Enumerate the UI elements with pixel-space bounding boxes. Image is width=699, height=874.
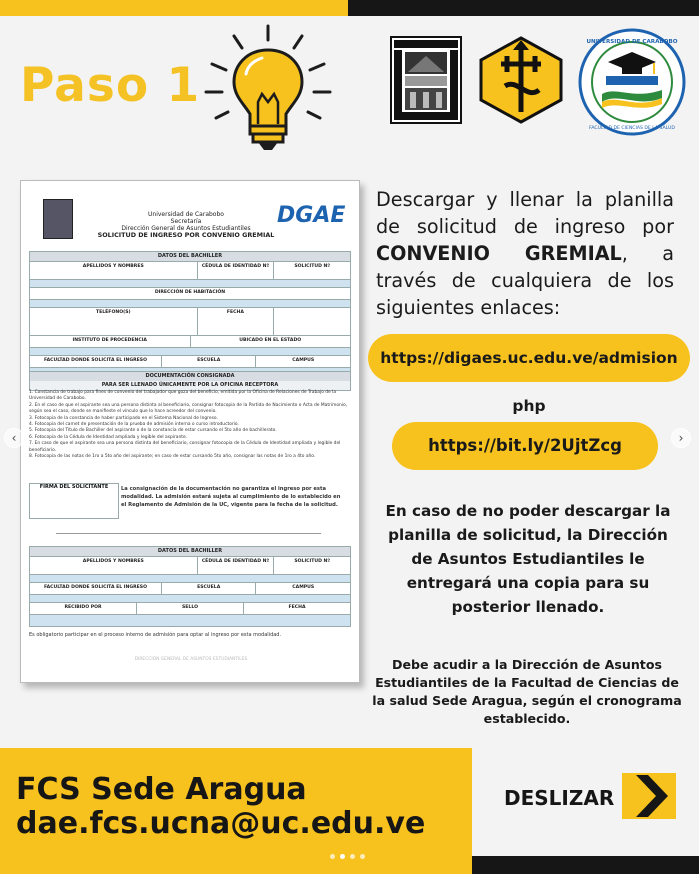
form-header: Universidad de Carabobo Secretaría Dirección General de Asuntos Estudiantiles SOLICITUD DE INGRESO POR CONVENIO GREMIAL <box>97 211 275 239</box>
form-footer-brand: DIRECCIÓN GENERAL DE ASUNTOS ESTUDIANTILES <box>134 657 248 662</box>
link-short-button[interactable]: https://bit.ly/2UjtZcg <box>392 422 658 470</box>
intro-text: Descargar y llenar la planilla de solicitud de ingreso por CONVENIO GREMIAL, a través de cualquiera de los siguientes enlaces: <box>376 188 674 319</box>
instruction-text: Debe acudir a la Dirección de Asuntos Estudiantiles de la Facultad de Ciencias de la salud Sede Aragua, según el cronograma establecido. <box>372 657 682 726</box>
form-docs-list: 1. Constancia de trabajo para fines de convenio del trabajador que goza del beneficio, emitida por la Oficina de Relaciones de Trabajo de la Universidad de Carabobo. 2. En el caso de que el aspirante sea una persona distinta al beneficiario, consignar fotocopia de la Partida de Nacimiento o Acta de Matrimonio, según sea el caso, donde se manifieste el vínculo que lo hace acreedor del convenio. 3. Fotocopia de la constancia de haber participado en el Sistema Nacional de Ingreso. 4. Fotocopia del carnet de presentación de la prueba de admisión interna o curso introductorio. 5. Fotocopia del Título de Bachiller del aspirante o de la constancia de estar cursando el 5to año de bachillerato. 6. Fotocopia de la Cédula de Identidad ampliada y legible del aspirante. 7. En caso de que el aspirante sea una persona distinta del beneficiario, consignar fotocopia de la Cédula de Identidad ampliada y legible del beneficiario. 8. Fotocopia de las notas de 1ro a 5to año del aspirante; en caso de estar cursando 5to año, consignar las notas de 1ro a 4to año. <box>29 390 348 460</box>
form-signature-box: FIRMA DEL SOLICITANTE <box>29 483 119 519</box>
carousel-next-button[interactable]: › <box>671 428 691 448</box>
form-brand-logo: DGAE <box>277 203 346 228</box>
swipe-label: DESLIZAR <box>504 786 615 810</box>
shield-seal-logo <box>477 34 565 126</box>
top-yellow-bar <box>0 0 348 16</box>
form-disclaimer: La consignación de la documentación no garantiza el ingreso por esta modalidad. La admisión estará sujeta al cumplimiento de lo establecido en el Reglamento de Admisión de la UC, vigente para la fecha de la solicitud. <box>121 486 341 508</box>
form-section-receipt: DATOS DEL BACHILLER APELLIDOS Y NOMBRES CÉDULA DE IDENTIDAD Nº SOLICITUD Nº FACULTAD DONDE SOLICITA EL INGRESO ESCUELA CAMPUS RECIBIDO POR SELLO FECHA <box>29 546 351 627</box>
dae-seal-logo <box>578 28 686 136</box>
campus-name: FCS Sede Aragua <box>16 772 307 807</box>
form-preview-image <box>20 180 360 683</box>
carousel-dot[interactable] <box>350 854 355 859</box>
svg-text:UNIVERSIDAD DE CARABOBO: UNIVERSIDAD DE CARABOBO <box>586 39 678 45</box>
university-crest-logo <box>390 36 462 124</box>
form-section-bachiller: DATOS DEL BACHILLER APELLIDOS Y NOMBRES CÉDULA DE IDENTIDAD Nº SOLICITUD Nº DIRECCIÓN DE HABITACIÓN TELÉFONO(S) FECHA INSTITUTO DE PROCEDENCIA UBICADO EN EL ESTADO FACULTAD DONDE SOLICITA EL INGRESO ESCUELA CAMPUS <box>29 251 351 376</box>
carousel-dot[interactable] <box>360 854 365 859</box>
step-title: Paso 1 <box>20 58 201 113</box>
link-admission-button[interactable]: https://digaes.uc.edu.ve/admision php <box>368 334 690 382</box>
footer-black-bar <box>472 856 699 874</box>
form-crest-icon <box>43 199 73 239</box>
top-black-bar <box>348 0 699 16</box>
form-cut-line <box>56 533 321 534</box>
contact-email[interactable]: dae.fcs.ucna@uc.edu.ve <box>16 806 426 841</box>
lightbulb-icon <box>198 22 338 162</box>
form-docs-section: DOCUMENTACIÓN CONSIGNADA PARA SER LLENADO ÚNICAMENTE POR LA OFICINA RECEPTORA <box>29 371 351 391</box>
carousel-dot-active[interactable] <box>340 854 345 859</box>
carousel-dot[interactable] <box>330 854 335 859</box>
svg-text:FACULTAD DE CIENCIAS DE LA SAL: FACULTAD DE CIENCIAS DE LA SALUD <box>589 126 675 131</box>
fallback-text: En caso de no poder descargar la planilla de solicitud, la Dirección de Asuntos Estudiantiles le entregará una copia para su posterior llenado. <box>385 502 671 616</box>
intro-highlight: CONVENIO GREMIAL <box>376 242 622 265</box>
next-arrow-icon[interactable] <box>622 773 676 819</box>
carousel-prev-button[interactable]: ‹ <box>4 428 24 448</box>
form-footer-note: Es obligatorio participar en el proceso interno de admisión para optar al ingreso por esta modalidad. <box>29 632 282 638</box>
carousel-dots <box>330 854 370 862</box>
